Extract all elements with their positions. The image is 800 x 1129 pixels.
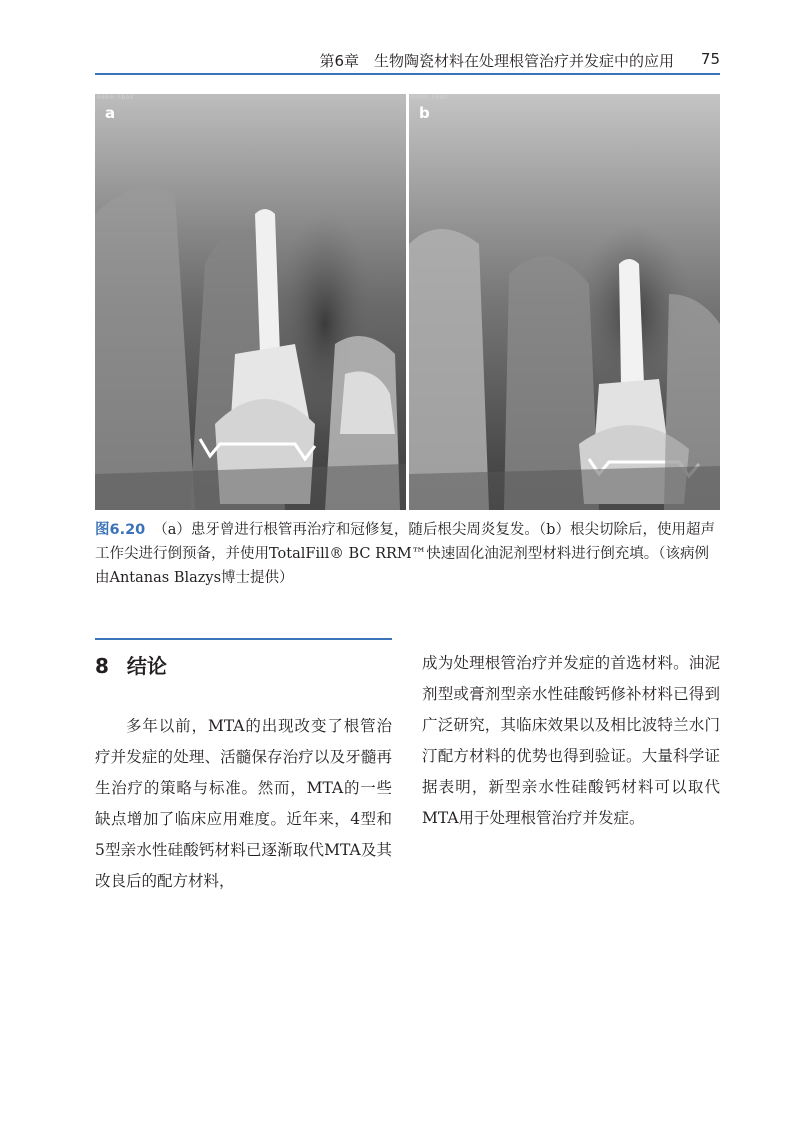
body-paragraph-left: 多年以前，MTA的出现改变了根管治疗并发症的处理、活髓保存治疗以及牙髓再生治疗的策略与标准。然而，MTA的一些缺点增加了临床应用难度。近年来，4型和5型亲水性硅酸钙材料已逐渐取代MTA及其改良后的配方材料， (95, 717, 392, 890)
section-number: 8 (95, 654, 109, 678)
section-heading (95, 650, 167, 679)
section-title: 结论 (126, 654, 167, 678)
figure-label: 图6.20 (95, 522, 146, 538)
left-column (95, 711, 392, 897)
panel-b-corner-text: 0000:SBAV (411, 94, 449, 101)
header-rule (95, 73, 720, 75)
page-number: 75 (700, 50, 720, 68)
radiograph-b (409, 94, 720, 510)
figure-caption (95, 518, 721, 590)
running-header (95, 44, 720, 72)
right-column (422, 648, 720, 834)
body-paragraph-right: 成为处理根管治疗并发症的首选材料。油泥剂型或膏剂型亲水性硅酸钙修补材料已得到广泛研究，其临床效果以及相比波特兰水门汀配方材料的优势也得到验证。大量科学证据表明，新型亲水性硅酸钙材料可以取代MTA用于处理根管治疗并发症。 (422, 654, 720, 827)
panel-a-label: a (105, 104, 116, 122)
panel-a-corner-text: 0000:SBAV (97, 94, 135, 101)
panel-b-label: b (419, 104, 430, 122)
radiograph-a (95, 94, 406, 510)
section-rule (95, 638, 392, 640)
caption-text: （a）患牙曾进行根管再治疗和冠修复，随后根尖周炎复发。（b）根尖切除后，使用超声工作尖进行倒预备，并使用TotalFill® BC RRM™快速固化油泥剂型材料进行倒充填。（该病例由Antanas Blazys博士提供） (95, 522, 715, 586)
chapter-title: 第6章 生物陶瓷材料在处理根管治疗并发症中的应用 (319, 52, 674, 70)
